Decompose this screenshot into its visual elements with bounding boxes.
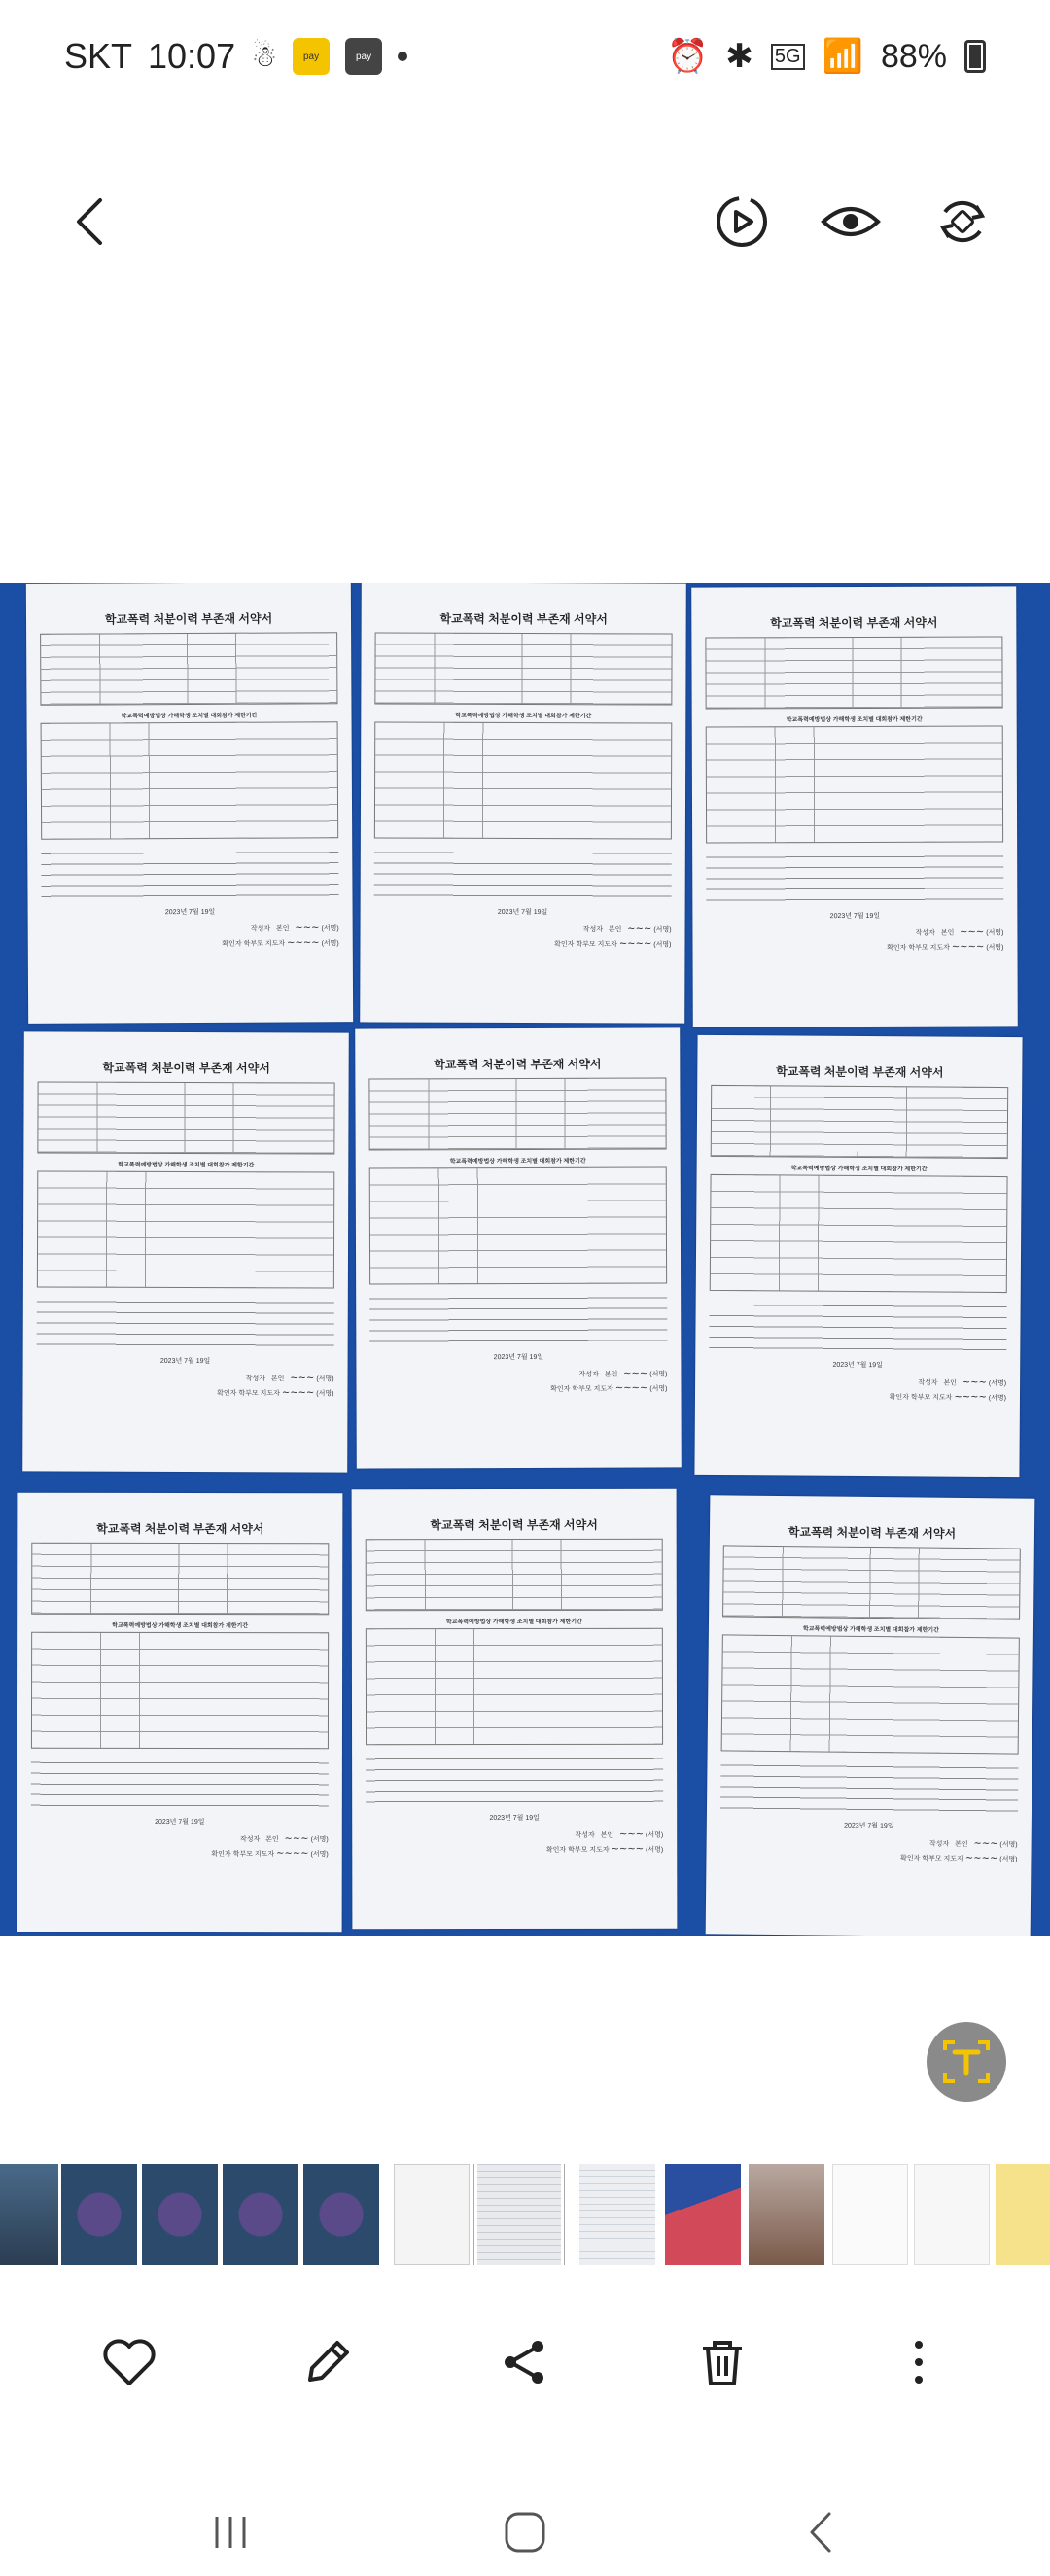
thumbnail[interactable] [579,2164,655,2265]
self-label: 본인 [276,925,290,933]
doc-title: 학교폭력 처분이력 부존재 서약서 [788,1525,957,1541]
pay-label-2: pay [355,51,372,62]
battery-icon [964,40,986,73]
doc-info-table [31,1543,329,1616]
doc-info-table [37,1081,334,1154]
parent-label: 학부모 [576,941,596,949]
coach-label: 지도자 [597,941,617,949]
doc-footnote [707,962,1004,963]
doc-title: 학교폭력 처분이력 부존재 서약서 [434,1057,602,1072]
recent-apps-icon[interactable] [187,2489,274,2576]
heart-icon[interactable] [86,2318,173,2406]
doc-header-note [31,1501,329,1517]
confirm-label: 확인자 [222,940,242,948]
thumbnail[interactable] [142,2164,218,2265]
doc-body-text [366,1751,663,1808]
pledge-document [691,586,1018,1027]
status-bar [0,0,1050,113]
self-label: 본인 [265,1836,279,1844]
doc-info-table [711,1085,1009,1159]
sign-mark: (서명) [316,1375,334,1383]
doc-date: 2023년 7월 19일 [155,1818,205,1827]
doc-title: 학교폭력 처분이력 부존재 서약서 [776,1064,944,1080]
doc-body-text [31,1755,329,1812]
doc-subheading: 학교폭력예방법상 가해학생 조치별 대회참가 제한기간 [445,1619,582,1626]
handwritten-signature: ~~~~ [287,937,320,949]
doc-info-table [722,1545,1021,1619]
confirm-label: 확인자 [550,1385,571,1393]
photo-viewer-image[interactable] [0,583,1050,1936]
thumbnail[interactable] [914,2164,990,2265]
sign-mark: (서명) [986,929,1004,937]
doc-footnote [36,1408,333,1409]
sign-mark: (서명) [646,1831,664,1839]
confirm-label: 확인자 [554,941,575,949]
doc-footnote [31,1869,329,1870]
doc-subheading: 학교폭력예방법상 가해학생 조치별 대회참가 제한기간 [121,713,258,720]
doc-date: 2023년 7월 19일 [497,908,548,917]
sign-mark: (서명) [310,1836,329,1844]
doc-body-text [369,1289,667,1346]
doc-header-note [38,1039,335,1056]
text-extract-icon[interactable] [927,2022,1006,2102]
handwritten-signature: ~~~ [962,1376,987,1388]
parent-label: 학부모 [232,1851,253,1859]
back-arrow-icon[interactable] [47,178,134,265]
doc-body-text [374,844,672,901]
signer-label: 작성자 [245,1375,266,1383]
handwritten-signature: ~~~~ [276,1848,309,1860]
self-label: 본인 [604,1371,618,1378]
pledge-document [352,1489,678,1930]
handwritten-signature: ~~~~ [951,941,985,953]
thumbnail[interactable] [996,2164,1050,2265]
notification-app-icon: ☃ [251,40,278,73]
handwritten-signature: ~~~~ [964,1853,998,1864]
parent-label: 학부모 [243,940,263,948]
coach-label: 지도자 [943,1855,963,1863]
doc-footnote [373,958,671,959]
doc-info-table [368,1077,666,1150]
doc-subheading: 학교폭력예방법상 가해학생 조치별 대회참가 제한기간 [112,1622,249,1630]
doc-signature-block [36,1371,333,1401]
status-left [64,36,407,77]
sign-mark: (서명) [988,1379,1007,1388]
sign-mark: (서명) [999,1856,1018,1863]
back-nav-icon[interactable] [778,2489,865,2576]
signer-label: 작성자 [918,1379,938,1387]
confirm-label: 확인자 [545,1846,567,1854]
more-vertical-icon[interactable] [875,2318,962,2406]
doc-body-text [720,1757,1019,1816]
doc-title: 학교폭력 처분이력 부존재 서약서 [770,615,938,631]
doc-subheading: 학교폭력예방법상 가해학생 조치별 대회참가 제한기간 [118,1162,255,1169]
doc-date: 2023년 7월 19일 [829,912,881,921]
doc-signature-block [31,1832,329,1862]
network-type: 5G [771,44,805,70]
trash-icon[interactable] [679,2318,766,2406]
thumbnail[interactable] [0,2164,58,2265]
signer-label: 작성자 [582,926,604,934]
self-label: 본인 [600,1831,614,1839]
doc-penalty-table [710,1174,1008,1293]
sign-mark: (서명) [649,1371,668,1378]
doc-header-note [711,1043,1008,1061]
doc-date: 2023년 7월 19일 [159,1357,211,1366]
pay-label: pay [302,51,320,62]
doc-date: 2023년 7월 19일 [164,908,216,917]
handwritten-signature: ~~~ [973,1838,998,1850]
doc-signature-block [709,1375,1006,1406]
doc-footnote [709,1411,1006,1413]
doc-signature-block [373,922,671,952]
pledge-document [694,1035,1022,1477]
handwritten-signature: ~~~~ [954,1391,987,1403]
coach-label: 지도자 [260,1390,280,1398]
parent-label: 학부모 [908,944,928,952]
status-right [667,37,986,76]
bottom-action-bar [0,2314,1050,2411]
doc-footnote [370,1404,668,1405]
sign-mark: (서명) [649,1385,668,1393]
doc-penalty-table [31,1632,329,1750]
doc-penalty-table [37,1170,334,1288]
thumbnail[interactable] [61,2164,137,2265]
handwritten-signature: ~~~ [960,926,985,938]
coach-label: 지도자 [264,940,286,948]
thumbnail[interactable] [223,2164,298,2265]
handwritten-signature: ~~~ [295,922,320,934]
doc-signature-block [42,922,339,953]
signer-label: 작성자 [928,1840,950,1848]
handwritten-signature: ~~~~ [281,1387,315,1399]
doc-body-text [706,848,1003,905]
signer-label: 작성자 [575,1831,595,1839]
doc-penalty-table [706,725,1003,843]
confirm-label: 확인자 [211,1851,231,1859]
signer-label: 작성자 [915,929,935,937]
doc-subheading: 학교폭력예방법상 가해학생 조치별 대회참가 제한기간 [449,1158,586,1166]
coach-label: 지도자 [929,944,950,952]
parent-label: 학부모 [238,1390,259,1398]
doc-date: 2023년 7월 19일 [493,1353,544,1362]
doc-header-note [40,590,337,608]
doc-penalty-table [721,1634,1020,1754]
pledge-document [22,1031,349,1472]
coach-label: 지도자 [593,1385,613,1393]
doc-penalty-table [41,721,339,840]
doc-header-note [366,1497,663,1514]
doc-signature-block [706,925,1003,956]
handwritten-signature: ~~~ [290,1373,315,1384]
sign-mark: (서명) [316,1390,334,1398]
pledge-document [355,1027,682,1468]
home-icon[interactable] [481,2489,569,2576]
doc-header-note [705,594,1002,610]
sign-mark: (서명) [310,1851,329,1859]
doc-footnote [366,1865,663,1866]
doc-subheading: 학교폭력예방법상 가해학생 조치별 대회참가 제한기간 [802,1626,939,1634]
pledge-document [706,1495,1035,1936]
thumbnail[interactable] [665,2164,741,2265]
doc-date: 2023년 7월 19일 [844,1822,894,1830]
filmstrip[interactable] [0,2164,1050,2265]
signer-label: 작성자 [239,1836,261,1844]
doc-header-note [375,590,673,607]
coach-label: 지도자 [932,1394,953,1402]
doc-signature-block [719,1834,1017,1866]
battery-level: 88% [880,37,947,75]
handwritten-signature: ~~~~ [611,1843,645,1855]
doc-signature-block [366,1828,663,1859]
handwritten-signature: ~~~ [623,1368,648,1379]
parent-label: 학부모 [568,1846,588,1854]
thumbnail[interactable] [749,2164,824,2265]
pledge-document [18,1493,343,1933]
doc-info-table [40,632,337,706]
coach-label: 지도자 [589,1846,610,1854]
remaster-icon[interactable] [919,178,1006,265]
sign-mark: (서명) [986,944,1004,952]
pay-app-icon-2 [345,38,382,75]
thumbnail-selected[interactable] [474,2164,564,2265]
share-icon[interactable] [480,2318,568,2406]
signer-label: 작성자 [578,1371,599,1378]
doc-subheading: 학교폭력예방법상 가해학생 조치별 대회참가 제한기간 [455,713,592,720]
doc-penalty-table [366,1628,663,1746]
confirm-label: 확인자 [900,1855,921,1862]
doc-footnote [42,958,339,960]
doc-signature-block [369,1367,667,1397]
parent-label: 학부모 [922,1855,942,1862]
thumbnail[interactable] [832,2164,908,2265]
doc-date: 2023년 7월 19일 [832,1361,883,1370]
doc-penalty-table [374,721,672,839]
doc-header-note [368,1035,666,1052]
doc-subheading: 학교폭력예방법상 가해학생 조치별 대회참가 제한기간 [790,1166,928,1173]
parent-label: 학부모 [910,1394,931,1402]
eye-icon[interactable] [807,178,894,265]
handwritten-signature: ~~~ [618,1828,645,1840]
sign-mark: (서명) [653,941,672,949]
more-notifications-dot [398,52,407,61]
handwritten-signature: ~~~~ [618,938,652,950]
doc-title: 학교폭력 처분이력 부존재 서약서 [96,1521,264,1537]
pledge-document [360,583,686,1024]
handwritten-signature: ~~~ [627,923,652,935]
doc-title: 학교폭력 처분이력 부존재 서약서 [102,1061,270,1076]
self-label: 본인 [940,929,955,937]
confirm-label: 확인자 [889,1394,909,1402]
parent-label: 학부모 [572,1385,592,1393]
bluetooth-icon: ✱ [725,38,753,75]
self-label: 본인 [943,1379,957,1387]
sign-mark: (서명) [321,940,339,948]
doc-header-note [723,1503,1021,1521]
self-label: 본인 [270,1375,285,1383]
doc-date: 2023년 7월 19일 [489,1814,540,1823]
doc-body-text [709,1297,1006,1355]
sign-mark: (서명) [653,926,672,934]
carrier-label: SKT [64,36,133,76]
doc-footnote [719,1871,1017,1874]
alarm-icon: ⏰ [667,38,709,75]
sign-mark: (서명) [321,925,339,933]
coach-label: 지도자 [254,1851,275,1859]
system-nav-bar [0,2498,1050,2566]
thumbnail[interactable] [394,2164,470,2265]
doc-body-text [37,1293,334,1350]
handwritten-signature: ~~~~ [614,1382,648,1394]
doc-body-text [41,844,338,902]
signer-label: 작성자 [250,925,271,933]
doc-info-table [705,636,1002,709]
doc-title: 학교폭력 처분이력 부존재 서약서 [104,611,273,627]
sign-mark: (서명) [646,1846,664,1854]
doc-title: 학교폭력 처분이력 부존재 서약서 [430,1517,598,1533]
motion-photo-icon[interactable] [698,178,786,265]
doc-subheading: 학교폭력예방법상 가해학생 조치별 대회참가 제한기간 [786,716,923,724]
signal-icon: 📶 [822,38,863,75]
doc-info-table [366,1539,663,1612]
thumbnail[interactable] [303,2164,379,2265]
sign-mark: (서명) [988,1394,1007,1403]
doc-penalty-table [369,1166,667,1284]
handwritten-signature: ~~~ [284,1833,309,1845]
doc-title: 학교폭력 처분이력 부존재 서약서 [439,611,608,627]
self-label: 본인 [954,1840,968,1849]
pencil-icon[interactable] [284,2318,371,2406]
pledge-document [26,583,353,1024]
confirm-label: 확인자 [887,944,907,952]
viewer-top-bar [0,163,1050,280]
pay-app-icon [293,38,330,75]
sign-mark: (서명) [999,1841,1018,1849]
confirm-label: 확인자 [217,1390,237,1398]
doc-info-table [374,632,672,705]
self-label: 본인 [608,926,622,934]
clock: 10:07 [148,36,236,76]
